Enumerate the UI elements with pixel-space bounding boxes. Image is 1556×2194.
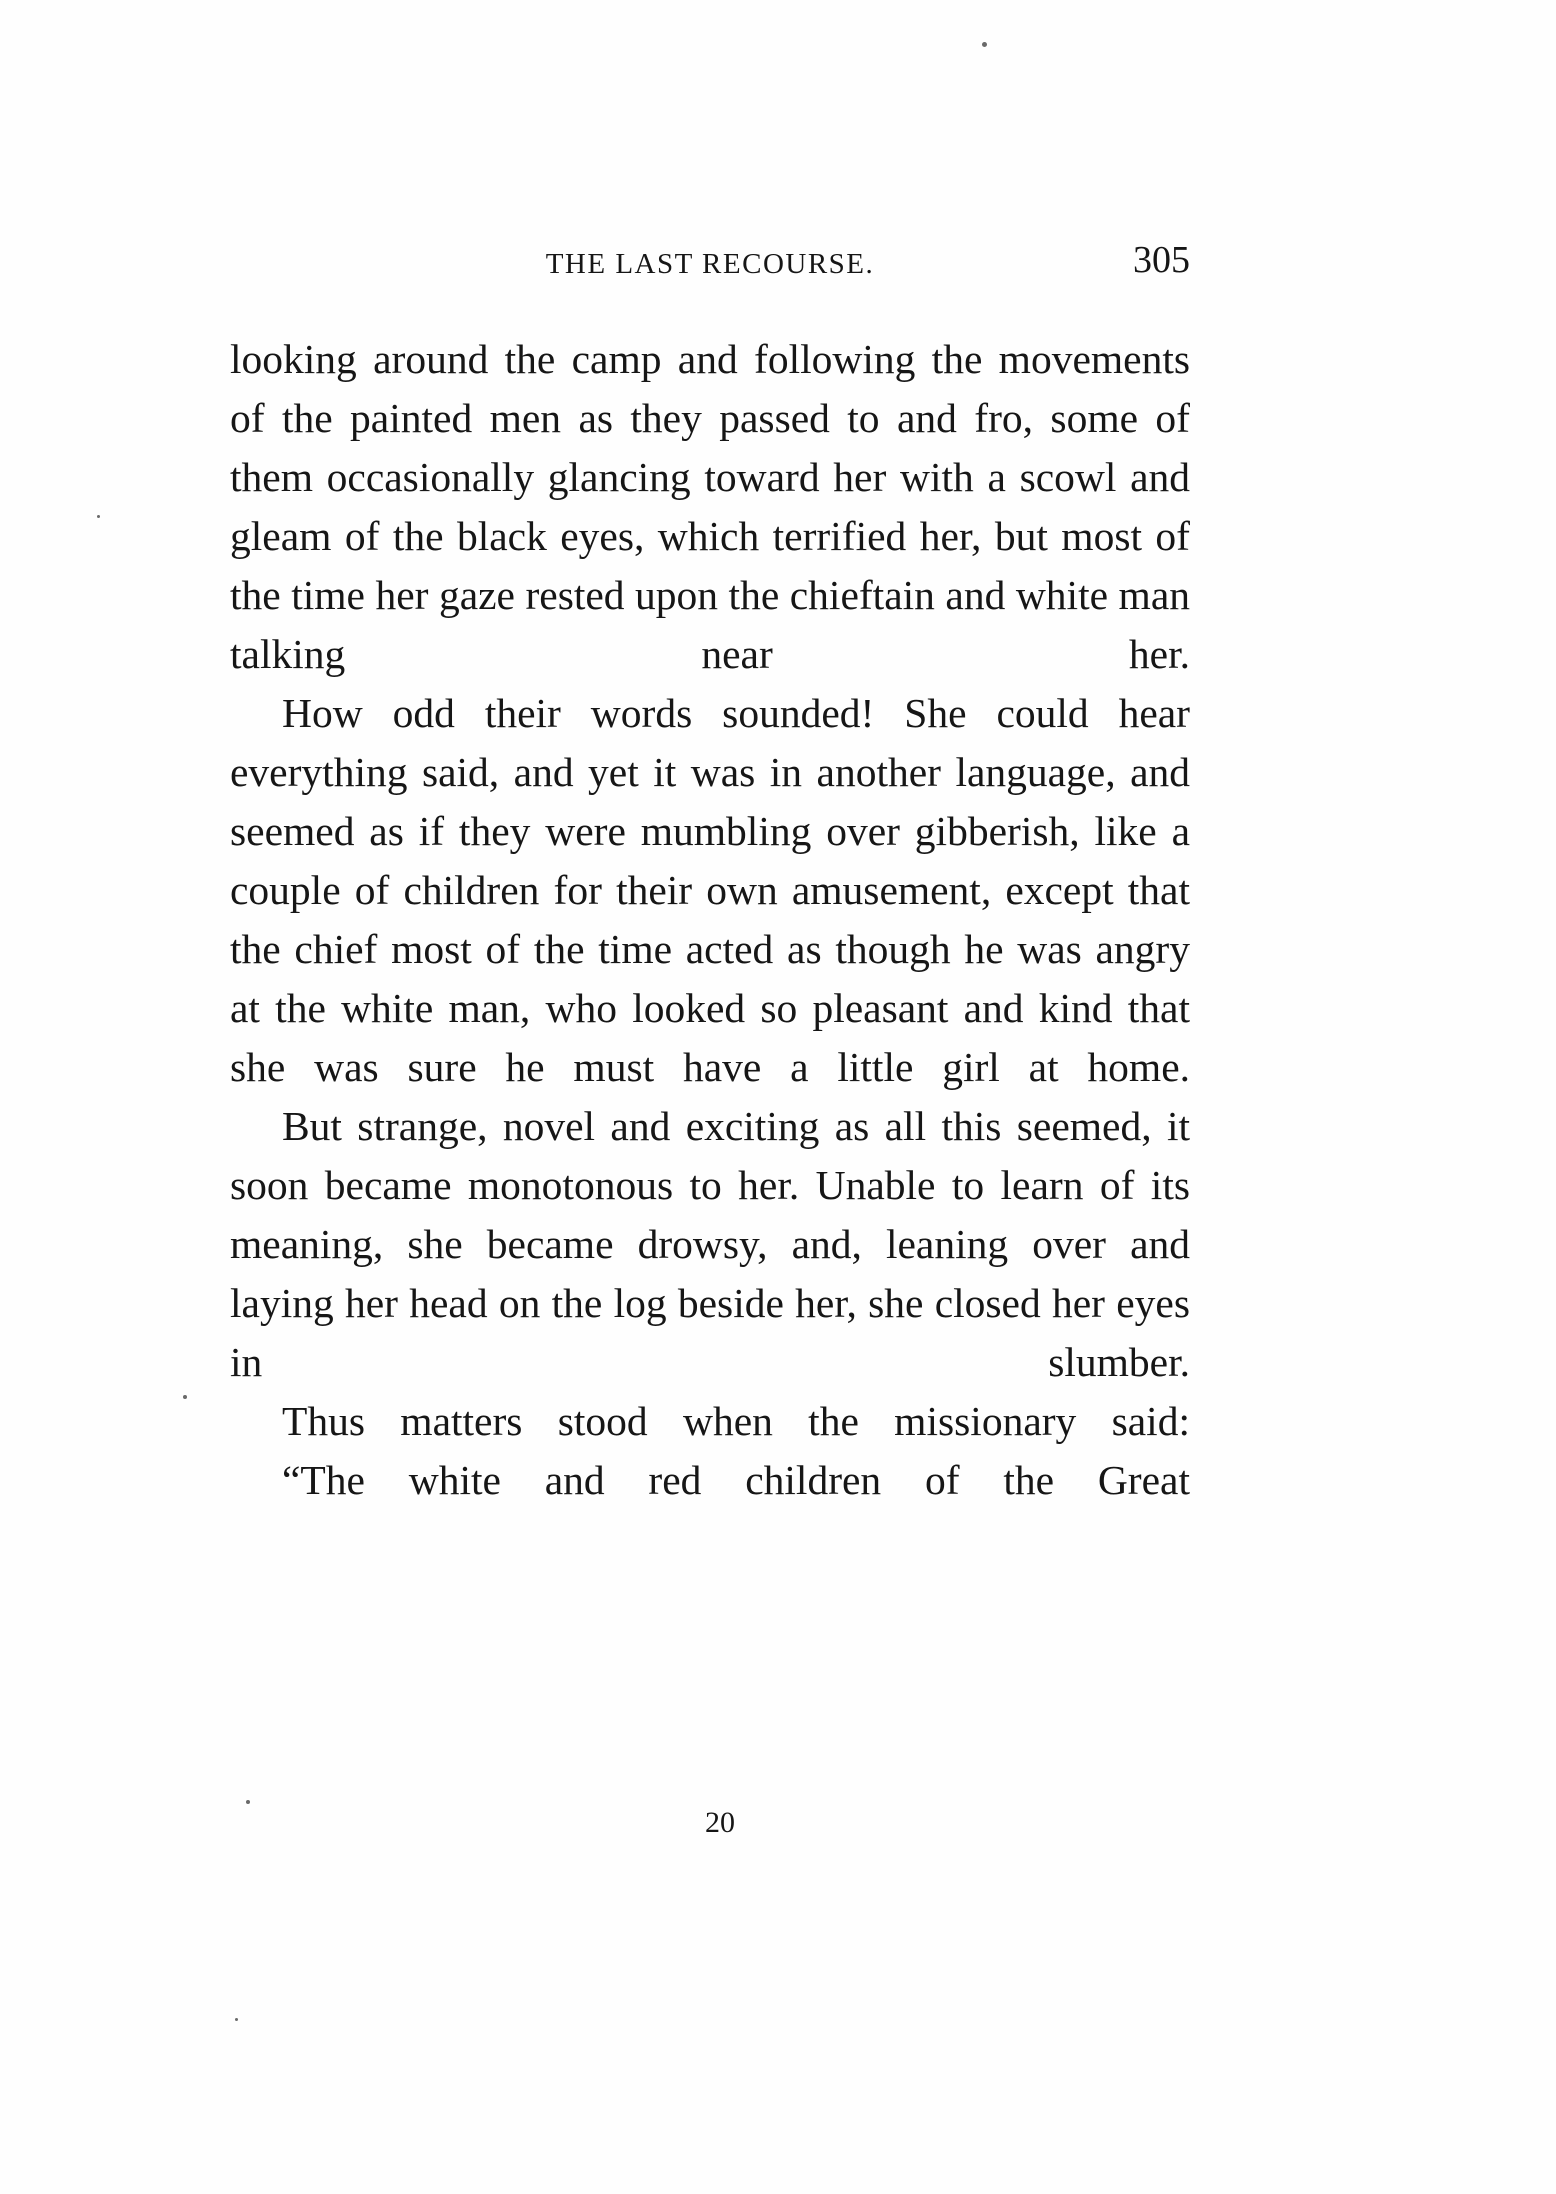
page-number: 305 <box>1133 239 1190 281</box>
running-title: THE LAST RECOURSE. <box>545 248 875 280</box>
print-speck <box>97 515 100 518</box>
paragraph: “The white and red children of the Great <box>282 1457 1190 1503</box>
paragraph: Thus matters stood when the missionary said: <box>282 1398 1190 1444</box>
running-head <box>230 238 1190 288</box>
paragraph: But strange, novel and exciting as all this seemed, it soon became monotonous to her. Unable to learn of its meaning, she became drowsy, and, leaning over and laying her head on the log beside her, she closed her eyes in slumber. <box>230 1103 1190 1385</box>
paragraph: How odd their words sounded! She could hear everything said, and yet it was in another language, and seemed as if they were mumbling over gibberish, like a couple of children for their own amusement, except that the chief most of the time acted as though he was angry at the white man, who looked so pleasant and kind that she was sure he must have a little girl at home. <box>230 690 1190 1090</box>
print-speck <box>235 2018 238 2021</box>
body-text <box>230 330 1190 1510</box>
signature-mark: 20 <box>705 1806 735 1839</box>
paragraph: looking around the camp and following the movements of the painted men as they passed to and fro, some of them occasionally glancing toward her with a scowl and gleam of the black eyes, which terrified her, but most of the time her gaze rested upon the chieftain and white man talking near her. <box>230 336 1190 677</box>
print-speck <box>183 1395 187 1399</box>
print-speck <box>246 1800 250 1804</box>
print-speck <box>982 42 987 47</box>
